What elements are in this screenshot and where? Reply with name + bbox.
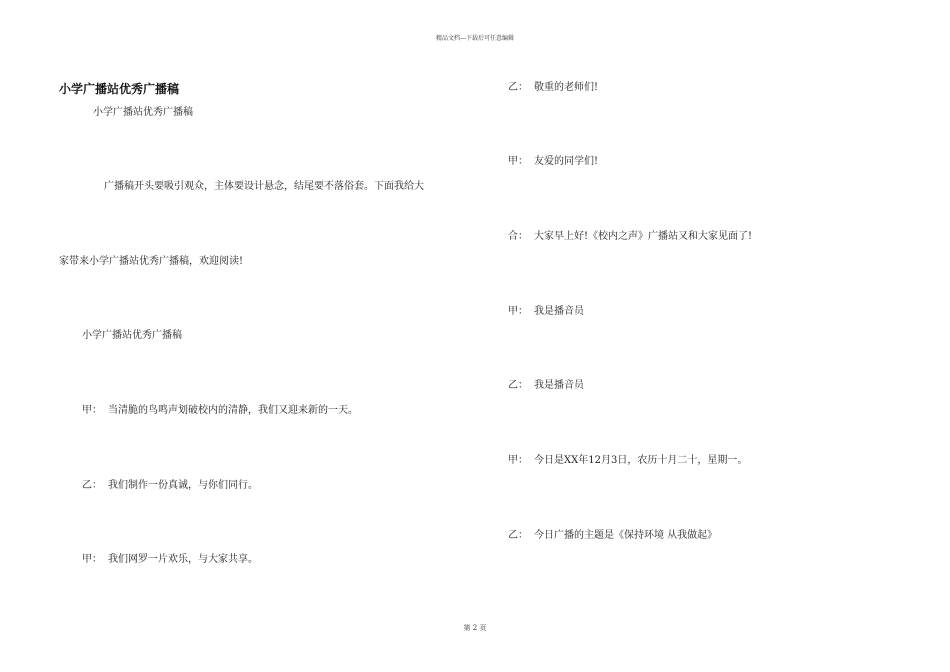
- dialogue-line: [508, 155, 598, 169]
- subtitle: 小学广播站优秀广播稿: [93, 107, 193, 118]
- dialogue-text: 大家早上好!《校内之声》广播站又和大家见面了!: [534, 231, 753, 242]
- page-header: 精品文档---下载后可任意编辑: [435, 35, 515, 42]
- dialogue-text: 今日广播的主题是《保持环境 从我做起》: [534, 530, 718, 541]
- subtitle-repeat: 小学广播站优秀广播稿: [82, 330, 182, 341]
- speaker-label: 乙：: [82, 480, 102, 491]
- speaker-label: 甲：: [82, 554, 102, 565]
- page-number: 第 2 页: [463, 624, 487, 632]
- dialogue-text: 当清脆的鸟鸣声划破校内的清静，我们又迎来新的一天。: [108, 405, 358, 416]
- speaker-label: 甲：: [82, 405, 102, 416]
- dialogue-line: [82, 553, 258, 567]
- dialogue-line: [508, 81, 598, 95]
- dialogue-text: 友爱的同学们!: [534, 156, 599, 167]
- intro-paragraph-line-2: 家带来小学广播站优秀广播稿，欢迎阅读!: [59, 256, 244, 267]
- dialogue-line: [508, 454, 747, 468]
- speaker-label: 合：: [508, 231, 528, 242]
- dialogue-text: 敬重的老师们!: [534, 82, 599, 93]
- dialogue-line: [508, 230, 752, 244]
- speaker-label: 甲：: [508, 156, 528, 167]
- speaker-label: 乙：: [508, 82, 528, 93]
- speaker-label: 乙：: [508, 380, 528, 391]
- dialogue-line: [508, 305, 584, 319]
- dialogue-line: [508, 379, 584, 393]
- speaker-label: 甲：: [508, 455, 528, 466]
- dialogue-text: 今日是XX年12月3日，农历十月二十，星期一。: [534, 455, 748, 466]
- dialogue-line: [508, 529, 717, 543]
- dialogue-line: [82, 479, 258, 493]
- dialogue-text: 我是播音员: [534, 380, 584, 391]
- dialogue-text: 我是播音员: [534, 306, 584, 317]
- document-title: 小学广播站优秀广播稿: [59, 82, 180, 96]
- dialogue-line: [82, 404, 358, 418]
- speaker-label: 乙：: [508, 530, 528, 541]
- speaker-label: 甲：: [508, 306, 528, 317]
- dialogue-text: 我们制作一份真诚，与你们同行。: [108, 480, 258, 491]
- dialogue-text: 我们网罗一片欢乐，与大家共享。: [108, 554, 258, 565]
- intro-paragraph-line-1: 广播稿开头要吸引观众，主体要设计悬念，结尾要不落俗套。下面我给大: [104, 181, 424, 192]
